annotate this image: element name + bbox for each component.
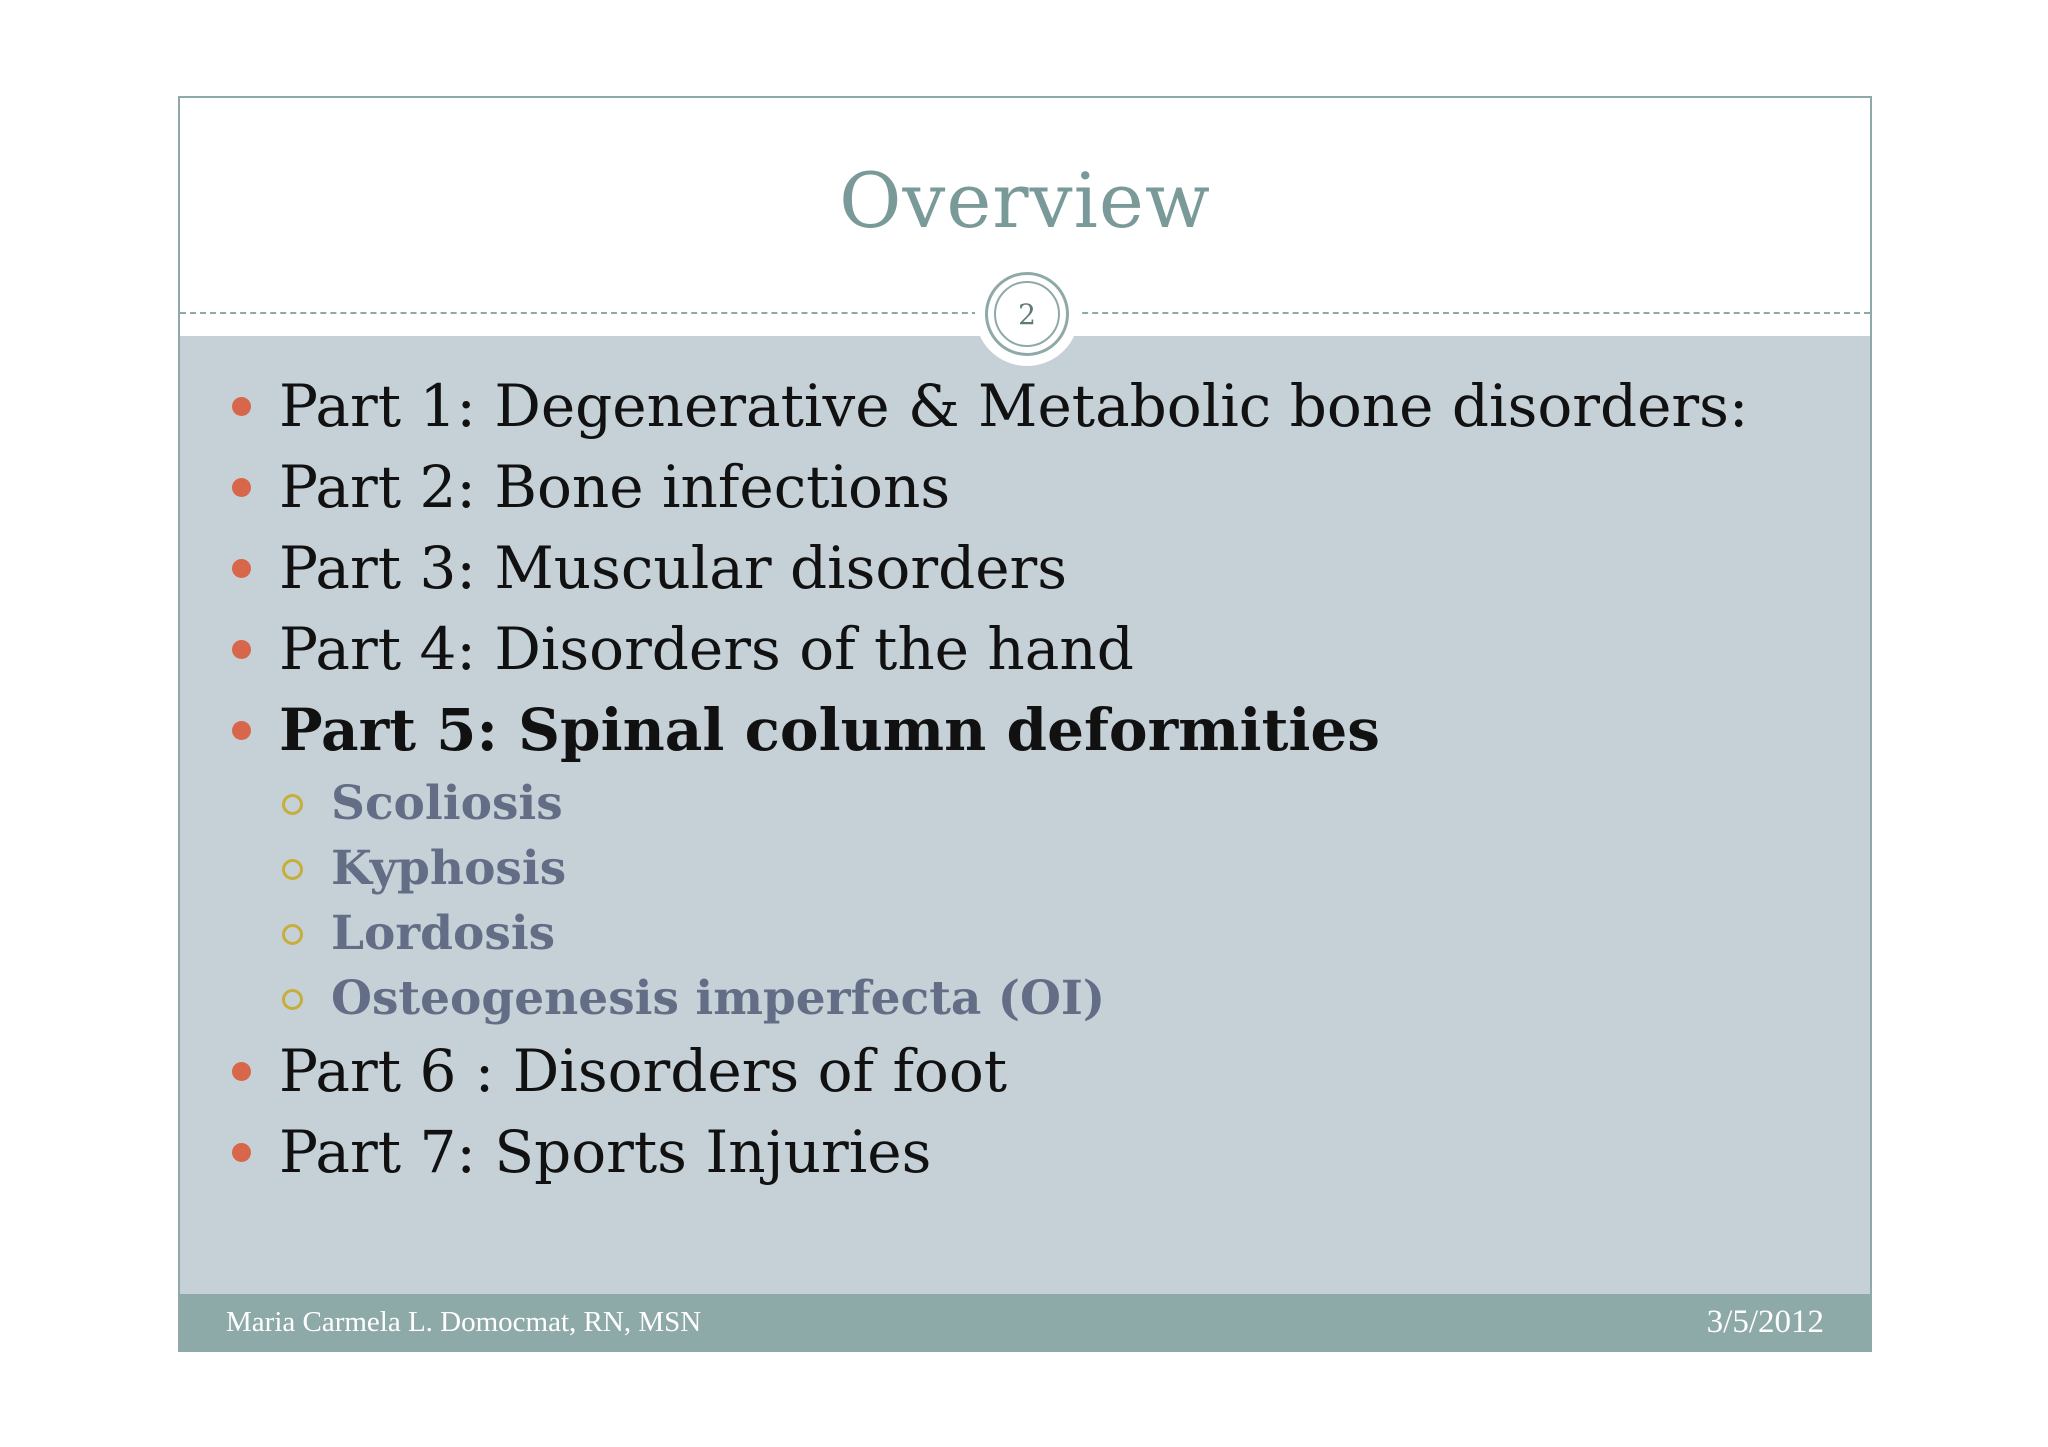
bullet-item-part-1 <box>180 366 1870 447</box>
footer-date: 3/5/2012 <box>1706 1304 1824 1340</box>
bullet-text: Part 3: Muscular disorders <box>279 534 1068 602</box>
slide-title: Overview <box>839 156 1211 245</box>
bullet-dot-icon <box>232 397 251 416</box>
sub-bullet-osteogenesis-imperfecta <box>180 966 1870 1031</box>
bullet-text: Part 2: Bone infections <box>279 453 951 521</box>
bullet-dot-icon <box>232 1143 251 1162</box>
bullet-item-part-2 <box>180 447 1870 528</box>
slide-footer <box>180 1294 1870 1352</box>
bullet-item-part-5 <box>180 690 1870 771</box>
bullet-dot-icon <box>232 559 251 578</box>
bullet-dot-icon <box>232 721 251 740</box>
sub-bullet-lordosis <box>180 901 1870 966</box>
bullet-text: Part 5: Spinal column deformities <box>279 696 1380 764</box>
sub-bullet-ring-icon <box>282 924 303 945</box>
bullet-text: Part 7: Sports Injuries <box>279 1118 932 1186</box>
bullet-dot-icon <box>232 1062 251 1081</box>
slide <box>178 96 1872 1352</box>
sub-bullet-text: Osteogenesis imperfecta (OI) <box>331 971 1106 1026</box>
page-number-badge <box>975 262 1079 366</box>
bullet-dot-icon <box>232 478 251 497</box>
sub-bullet-ring-icon <box>282 859 303 880</box>
sub-bullet-scoliosis <box>180 771 1870 836</box>
bullet-item-part-7 <box>180 1112 1870 1193</box>
bullet-text: Part 6 : Disorders of foot <box>279 1037 1008 1105</box>
bullet-text: Part 1: Degenerative & Metabolic bone disorders: <box>279 372 1749 440</box>
bullet-item-part-4 <box>180 609 1870 690</box>
bullet-list <box>180 366 1870 1193</box>
bullet-item-part-6 <box>180 1031 1870 1112</box>
footer-author: Maria Carmela L. Domocmat, RN, MSN <box>226 1306 702 1338</box>
sub-bullet-ring-icon <box>282 989 303 1010</box>
bullet-text: Part 4: Disorders of the hand <box>279 615 1134 683</box>
page-number-ring <box>985 272 1069 356</box>
page-number: 2 <box>994 281 1060 347</box>
bullet-dot-icon <box>232 640 251 659</box>
sub-bullet-text: Lordosis <box>331 906 556 961</box>
sub-bullet-text: Kyphosis <box>331 841 567 896</box>
sub-bullet-text: Scoliosis <box>331 776 563 831</box>
bullet-item-part-3 <box>180 528 1870 609</box>
sub-bullet-kyphosis <box>180 836 1870 901</box>
sub-bullet-ring-icon <box>282 794 303 815</box>
